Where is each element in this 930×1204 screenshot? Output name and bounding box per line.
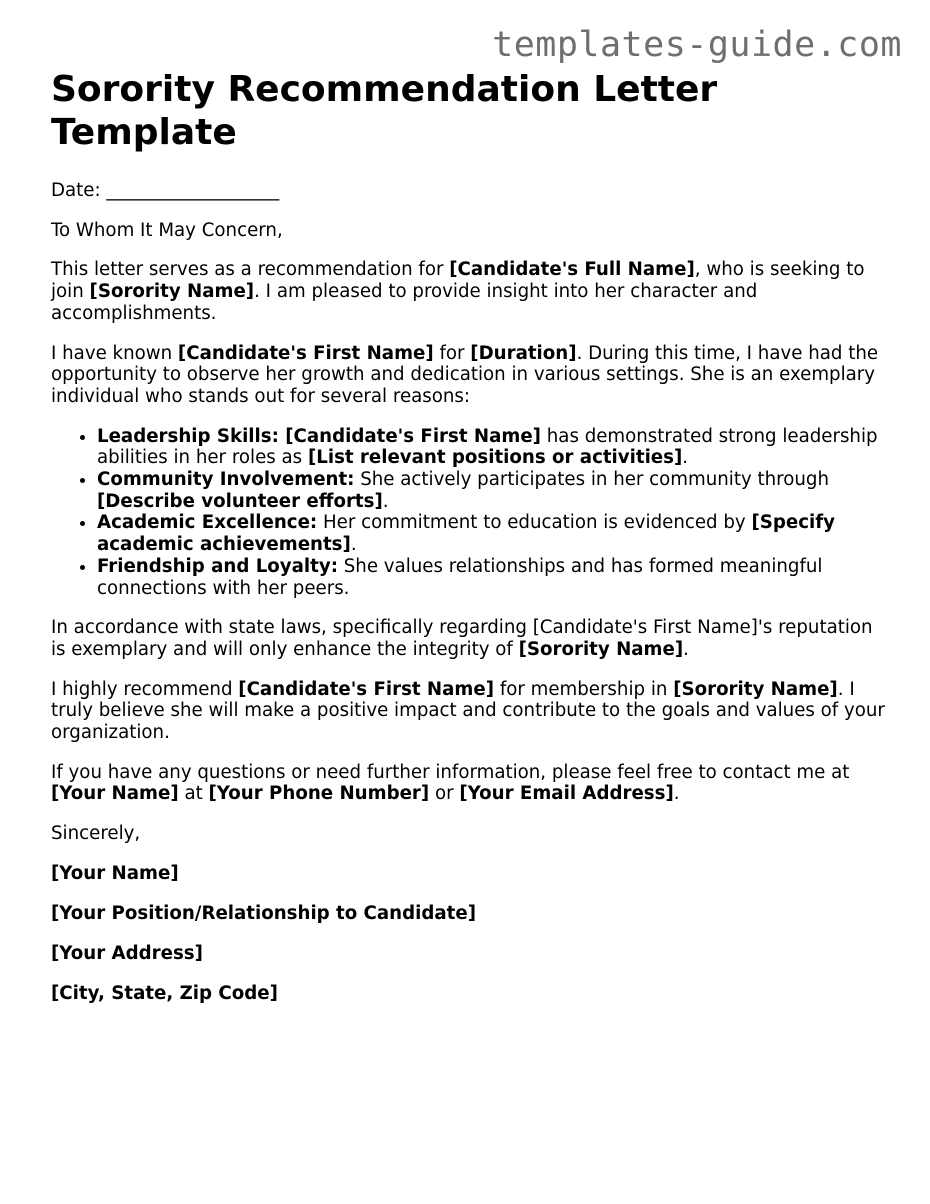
quality-text: Her commitment to education is evidenced by <box>317 512 752 534</box>
quality-heading: Leadership Skills: <box>97 425 279 447</box>
placeholder-sorority-name: [Sorority Name] <box>673 678 838 700</box>
recommend-text: for membership in <box>494 678 674 700</box>
quality-text: She actively participates in her community through <box>354 469 829 491</box>
placeholder-city-state-zip: [City, State, Zip Code] <box>51 982 278 1004</box>
list-item <box>97 512 891 555</box>
placeholder-candidate-first-name: [Candidate's First Name] <box>285 425 541 447</box>
closing: Sincerely, <box>51 823 141 845</box>
quality-text: . <box>382 490 389 512</box>
placeholder-duration: [Duration] <box>470 342 577 364</box>
quality-heading: Community Involvement: <box>97 469 355 491</box>
placeholder-email: [Your Email Address] <box>459 783 674 805</box>
page-title: Sorority Recommendation Letter Template <box>51 69 718 153</box>
quality-text: . <box>682 447 689 469</box>
contact-text: . <box>673 783 680 805</box>
placeholder-positions: [List relevant positions or activities] <box>307 447 683 469</box>
placeholder-address: [Your Address] <box>51 942 203 964</box>
intro-text: . I am pleased to provide insight into her character and accomplishments. <box>51 281 758 324</box>
contact-text: or <box>429 783 460 805</box>
salutation: To Whom It May Concern, <box>51 219 283 241</box>
date-line <box>51 180 891 202</box>
placeholder-phone: [Your Phone Number] <box>208 783 430 805</box>
placeholder-academic-achievements: [Specify academic achievements] <box>97 512 836 556</box>
intro-text: , who is seeking to join <box>51 259 865 303</box>
watermark: templates-guide.com <box>492 25 902 65</box>
intro-text: This letter serves as a recommendation for <box>51 259 450 281</box>
placeholder-candidate-first-name: [Candidate's First Name] <box>238 678 495 700</box>
placeholder-position: [Your Position/Relationship to Candidate] <box>51 902 477 924</box>
placeholder-your-name: [Your Name] <box>51 862 179 884</box>
letter-document <box>51 68 891 1023</box>
qualities-list <box>51 426 891 600</box>
accordance-paragraph <box>51 617 891 660</box>
placeholder-your-name: [Your Name] <box>51 783 179 805</box>
accordance-text: . <box>683 638 689 660</box>
date-label: Date: <box>51 180 101 201</box>
recommend-text: . I truly believe she will make a positive impact and contribute to the goals and values of your organization. <box>51 678 885 744</box>
intro-paragraph <box>51 259 891 324</box>
accordance-text: In accordance with state laws, specifically regarding [Candidate's First Name]'s reputation is exemplary and will only enhance the integrity of <box>51 617 873 660</box>
placeholder-candidate-full-name: [Candidate's Full Name] <box>449 259 695 281</box>
quality-text: She values relationships and has formed meaningful connections with her peers. <box>97 555 823 599</box>
signature-address <box>51 943 891 965</box>
signature-block <box>51 863 891 1005</box>
contact-text: at <box>178 783 209 805</box>
quality-heading: Academic Excellence: <box>97 512 318 534</box>
signature-name <box>51 863 891 885</box>
known-paragraph <box>51 343 891 408</box>
known-text: . During this time, I have had the opportunity to observe her growth and dedication in various settings. She is an exemplary individual who stands out for several reasons: <box>51 342 879 407</box>
signature-city <box>51 983 891 1005</box>
recommend-paragraph <box>51 679 891 744</box>
list-item <box>97 469 891 512</box>
contact-paragraph <box>51 762 891 805</box>
list-item <box>97 426 891 469</box>
signature-position <box>51 903 891 925</box>
list-item <box>97 556 891 599</box>
date-blank: ___________________ <box>106 180 280 201</box>
placeholder-volunteer-efforts: [Describe volunteer efforts] <box>97 490 383 512</box>
recommend-text: I highly recommend <box>51 678 239 700</box>
placeholder-sorority-name: [Sorority Name] <box>89 281 255 303</box>
placeholder-sorority-name: [Sorority Name] <box>518 638 684 660</box>
quality-text: has demonstrated strong leadership abilities in her roles as <box>97 425 878 469</box>
known-text: for <box>433 342 471 364</box>
known-text: I have known <box>51 342 178 364</box>
quality-heading: Friendship and Loyalty: <box>97 555 338 577</box>
contact-text: If you have any questions or need further information, please feel free to contact me at <box>51 761 850 783</box>
quality-text: . <box>350 534 357 556</box>
placeholder-candidate-first-name: [Candidate's First Name] <box>177 342 434 364</box>
